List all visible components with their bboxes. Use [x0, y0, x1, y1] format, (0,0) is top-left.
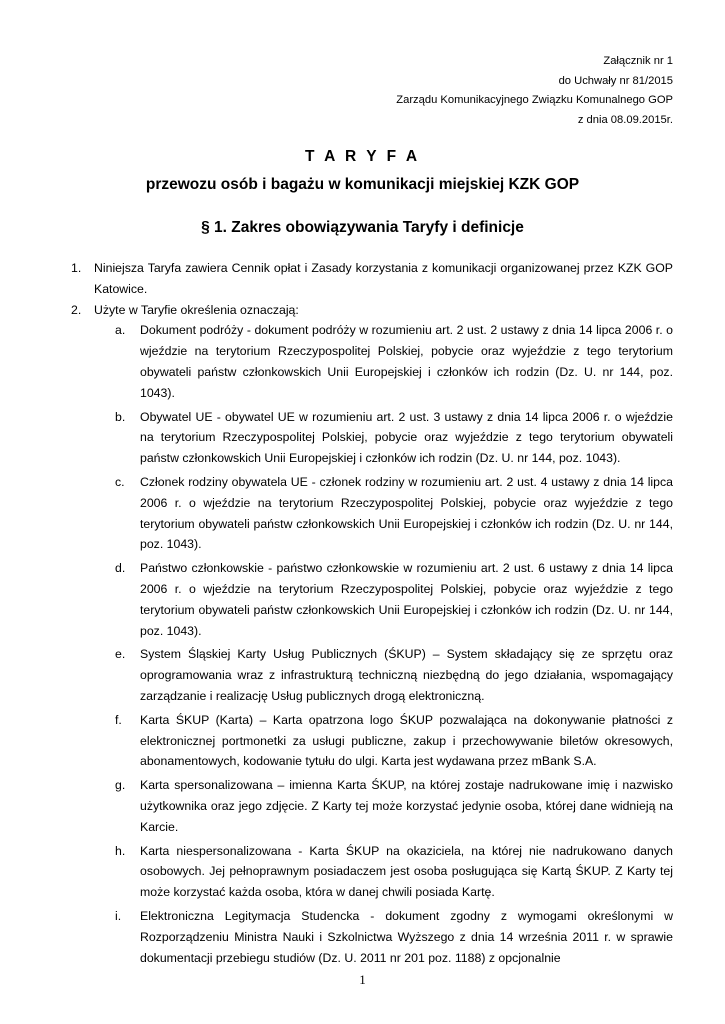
document-subtitle: przewozu osób i bagażu w komunikacji miejskiej KZK GOP — [145, 176, 580, 193]
definition-letter: d. — [115, 561, 126, 576]
header-line-board: Zarządu Komunikacyjnego Związku Komunalnego GOP — [396, 94, 673, 106]
definition-text: System Śląskiej Karty Usług Publicznych (ŚKUP) – System składający się ze sprzętu oraz oprogramowania wraz z infrastrukturą techniczną niezbędną do jego działania, wspomagający zarządzanie i realizację Usług publicznych drogą elektroniczną. — [140, 647, 673, 703]
definition-letter: i. — [115, 908, 122, 923]
definition-text: Obywatel UE - obywatel UE w rozumieniu art. 2 ust. 3 ustawy z dnia 14 lipca 2006 r. o wjeździe na terytorium Rzeczypospolitej Polskiej, pobycie oraz wyjeździe z tego terytorium obywateli państw członkowskich Unii Europejskiej i członków ich rodzin (Dz. U. nr 144, poz. 1043). — [140, 409, 673, 466]
list-item — [63, 300, 673, 321]
definition-item — [63, 906, 673, 968]
list-item-number: 2. — [71, 302, 82, 317]
numbered-list — [63, 258, 673, 320]
list-item-number: 1. — [71, 261, 82, 275]
definition-text: Elektroniczna Legitymacja Studencka - dokument zgodny z wymogami określonymi w Rozporządzeniu Ministra Nauki i Szkolnictwa Wyższego z dnia 14 września 2011 r. w sprawie dokumentacji przebiegu studiów (Dz. U. 2011 nr 201 poz. 1188) z opcjonalnie — [140, 908, 673, 965]
header-line-resolution: do Uchwały nr 81/2015 — [558, 74, 673, 87]
list-item-text: Niniejsza Taryfa zawiera Cennik opłat i Zasady korzystania z komunikacji organizowanej przez KZK GOP Katowice. — [94, 261, 673, 296]
header-line-date: z dnia 08.09.2015r. — [577, 113, 673, 126]
list-item — [63, 258, 673, 300]
attachment-header — [396, 52, 673, 130]
definition-item — [63, 644, 673, 706]
page-number: 1 — [359, 972, 366, 987]
definition-letter: f. — [115, 712, 122, 727]
definition-item — [63, 407, 673, 469]
definition-letter: h. — [115, 843, 126, 858]
definition-item — [63, 841, 673, 903]
section-heading: § 1. Zakres obowiązywania Taryfy i definicje — [201, 219, 524, 236]
definition-item — [63, 558, 673, 641]
definition-text: Karta ŚKUP (Karta) – Karta opatrzona logo ŚKUP pozwalająca na dokonywanie płatności z elektronicznej portmonetki za usługi publiczne, zakup i przechowywanie biletów okresowych, abonamentowych, kodowanie tytułu do ulgi. Karta jest wydawana przez mBank S.A. — [140, 712, 673, 769]
definition-text: Członek rodziny obywatela UE - członek rodziny w rozumieniu art. 2 ust. 4 ustawy z dnia 14 lipca 2006 r. o wjeździe na terytorium Rzeczypospolitej Polskiej, pobycie oraz wyjeździe z tego terytorium obywateli państw członkowskich Unii Europejskiej i członków ich rodzin (Dz. U. nr 144, poz. 1043). — [140, 474, 673, 552]
document-body — [63, 258, 673, 971]
list-item-text: Użyte w Taryfie określenia oznaczają: — [94, 302, 299, 317]
definition-letter: g. — [115, 778, 126, 793]
definition-item — [63, 320, 673, 403]
definition-letter: e. — [115, 647, 126, 662]
definition-text: Dokument podróży - dokument podróży w rozumieniu art. 2 ust. 2 ustawy z dnia 14 lipca 2006 r. o wjeździe na terytorium Rzeczypospolitej Polskiej, pobycie oraz wyjeździe z tego terytorium obywateli państw członkowskich Unii Europejskiej i członków ich rodzin (Dz. U. nr 144, poz. 1043). — [140, 323, 673, 400]
definition-text: Państwo członkowskie - państwo członkowskie w rozumieniu art. 2 ust. 6 ustawy z dnia 14 lipca 2006 r. o wjeździe na terytorium Rzeczypospolitej Polskiej, pobycie oraz wyjeździe z tego terytorium obywateli państw członkowskich Unii Europejskiej i członków ich rodzin (Dz. U. nr 144, poz. 1043). — [140, 561, 673, 638]
document-title: T A R Y F A — [304, 148, 421, 165]
definition-letter: a. — [115, 323, 126, 338]
definition-letter: c. — [115, 474, 125, 489]
definition-item — [63, 775, 673, 837]
header-line-attachment: Załącznik nr 1 — [603, 55, 673, 67]
definition-item — [63, 710, 673, 772]
definition-letter: b. — [115, 409, 126, 424]
definitions-list — [63, 320, 673, 968]
definition-text: Karta spersonalizowana – imienna Karta ŚKUP, na której zostaje nadrukowane imię i nazwisko użytkownika oraz jego zdjęcie. Z Karty tej może korzystać jedynie osoba, której dane widnieją na Karcie. — [140, 778, 673, 834]
definition-text: Karta niespersonalizowana - Karta ŚKUP na okaziciela, na której nie nadrukowano danych osobowych. Jej pełnoprawnym posiadaczem jest osoba posługująca się Kartą ŚKUP. Z Karty tej może korzystać każda osoba, która w danej chwili posiada Kartę. — [140, 843, 673, 900]
definition-item — [63, 472, 673, 555]
